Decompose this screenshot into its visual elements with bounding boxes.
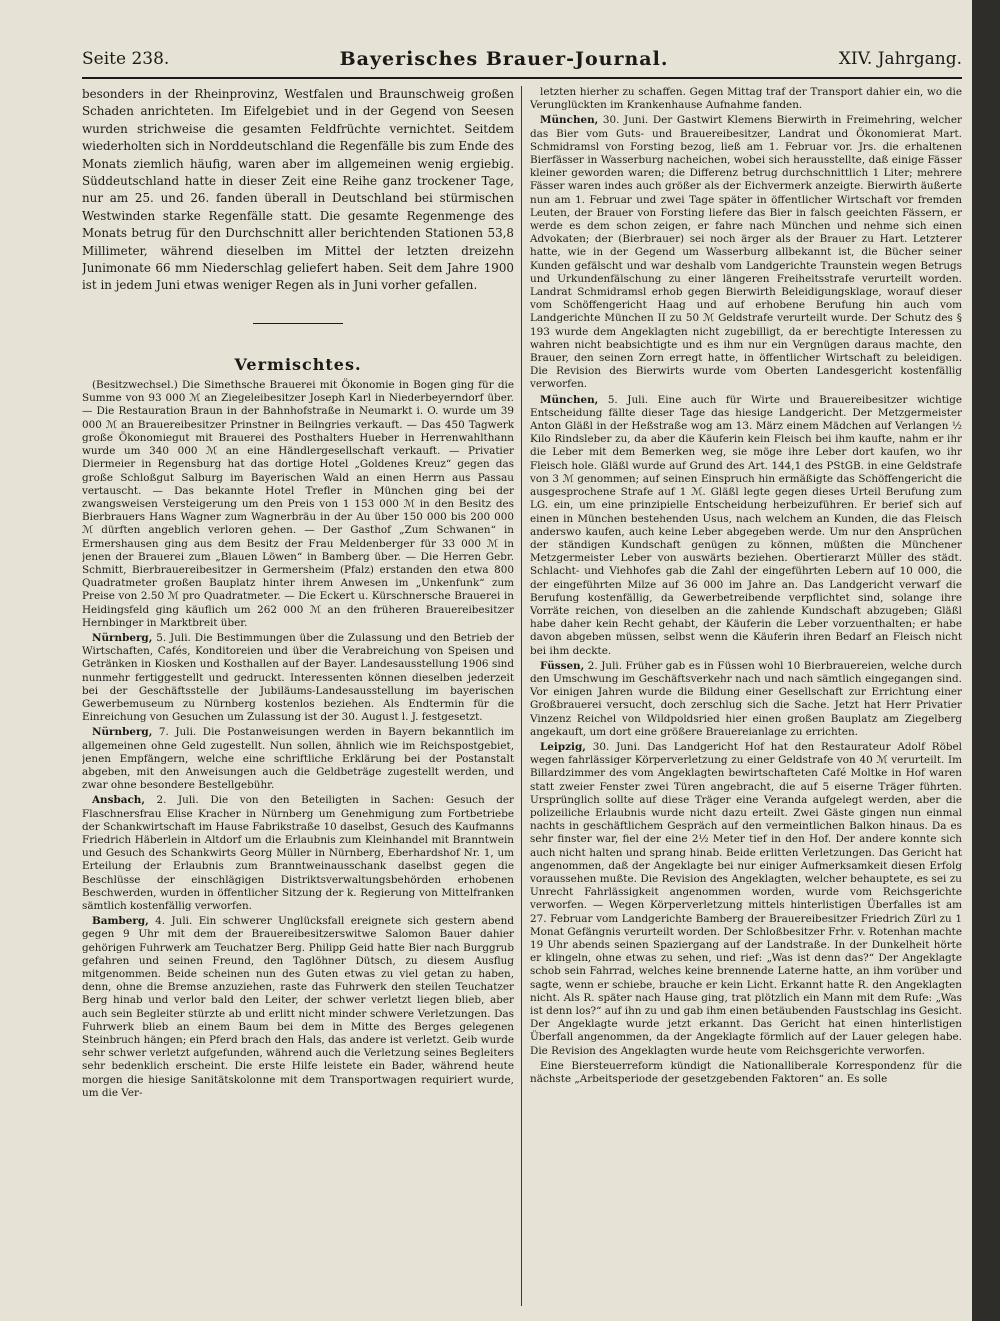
- article-place: Füssen,: [540, 659, 585, 672]
- article-bamberg-continued: letzten hierher zu schaffen. Gegen Mittag traf der Transport dahier ein, wo die Verunglückten im Krankenhause Aufnahme fanden.: [530, 86, 962, 112]
- article-text: 5. Juli. Die Bestimmungen über die Zulassung und den Betrieb der Wirtschaften, Cafés, Konditoreien und über die Verabreichung von Speisen und Getränken in Kiosken und Kosthallen auf der Bayer. Landesausstellung 1906 sind nunmehr fertiggestellt und gedruckt. Interessenten können dieselben jederzeit bei der Geschäftsstelle der Jubiläums-Landesausstellung im bayerischen Gewerbemuseum zu Nürnberg kostenlos beziehen. Als Endtermin für die Einreichung von Gesuchen um Zulassung ist der 30. August l. J. festgesetzt.: [82, 631, 514, 724]
- article-place: Ansbach,: [92, 794, 145, 807]
- section-title: Vermischtes.: [234, 354, 362, 374]
- article-text: 5. Juli. Eine auch für Wirte und Brauereibesitzer wichtige Entscheidung fällte dieser Tage das hiesige Landgericht. Der Metzgermeister Anton Gläßl in der Heßstraße wog am 13. März einem Mädchen auf Verlangen ½ Kilo Rindsleber zu, da aber die Käuferin kein Fleisch bei ihm kaufte, nahm er ihr die Leber mit dem Bemerken weg, sie möge ihre Leber dort kaufen, wo ihr Fleisch hole. Gläßl wurde auf Grund des Art. 144,1 des PStGB. in eine Geldstrafe von 3 ℳ genommen; auf seinen Einspruch hin ermäßigte das Schöffengericht die ausgesprochene Strafe auf 1 ℳ. Gläßl legte gegen dieses Urteil Berufung zum LG. ein, um eine prinzipielle Entscheidung herbeizuführen. Er berief sich auf einen in München bestehenden Usus, nach welchem an Kunden, die das Fleisch anderswo kaufen, auch keine Leber abgegeben werde. Um nur den Ansprüchen der ständigen Kundschaft genügen zu können, müßten die Münchener Metzgermeister Leber von auswärts beziehen. Obertierarzt Müller des städt. Schlacht- und Viehhofes gab die Zahl der eingeführten Lebern auf 10 000, die der eingeführten Milze auf 36 000 im Jahre an. Das Landgericht verwarf die Berufung kostenfällig, da Gewerbetreibende verpflichtet sind, solange ihre Vorräte reichen, von dieselben an die zahlende Kundschaft abzugeben; Gläßl habe daher kein Recht gehabt, der Käuferin die Leber vorzuenthalten; er habe davon abgeben müssen, selbst wenn die Käuferin ihren Bedarf an Fleisch nicht bei ihm deckte.: [530, 393, 962, 657]
- article-nuernberg-2: [82, 726, 514, 792]
- article-text: 4. Juli. Ein schwerer Unglücksfall ereignete sich gestern abend gegen 9 Uhr mit dem der Brauereibesitzerswitwe Salomon Bauer dahier gehörigen Fuhrwerk am Teuchatzer Berg. Philipp Geid hatte Bier nach Burggrub gefahren und seinen Freund, den Taglöhner Dütsch, zu diesem Ausflug mitgenommen. Beide scheinen nun des Guten etwas zu viel getan zu haben, denn, ohne die Bremse anzuziehen, raste das Fuhrwerk den steilen Teuchatzer Berg hinab und verlor bald den Leiter, der schwer verletzt liegen blieb, aber auch sein Begleiter stürzte ab und erlitt nicht minder schwere Verletzungen. Das Fuhrwerk blieb an einem Baum bei dem in Mitte des Berges gelegenen Steinbruch hängen; ein Pferd brach den Hals, das andere ist verletzt. Geib wurde sehr schwer verletzt aufgefunden, während auch die Verletzung seines Begleiters sehr bedenklich erscheint. Die erste Hilfe leistete ein Bader, während heute morgen die hiesige Sanitätskolonne mit dem Transportwagen requiriert wurde, um die Ver-: [82, 915, 514, 1099]
- column-divider: [521, 86, 522, 1306]
- weather-report-paragraph: besonders in der Rheinprovinz, Westfalen und Braunschweig großen Schaden anrichteten. Im Eifelgebiet und in der Gegend von Seesen wurden strichweise die gesamten Feldfrüchte vernichtet. Seitdem wiederholten sich in Norddeutschland die Regenfälle bis zum Ende des Monats ziemlich häufig, waren aber im allgemeinen wenig ergiebig. Süddeutschland hatte in dieser Zeit eine Reihe ganz trockener Tage, nur am 25. und 26. fanden überall in Deutschland bei stürmischen Westwinden starke Regenfälle statt. Die gesamte Regenmenge des Monats betrug für den Durchschnitt aller berichtenden Stationen 53,8 Millimeter, während dieselben im Mittel der letzten dreizehn Junimonate 66 mm Niederschlag geliefert haben. Seit dem Jahre 1900 ist in jedem Juni etwas weniger Regen als in Juni vorher gefallen.: [82, 87, 514, 293]
- page-edge: [972, 0, 1000, 1321]
- header-rule: [82, 77, 962, 79]
- article-leipzig: [530, 741, 962, 1058]
- article-text: 2. Juli. Früher gab es in Füssen wohl 10 Bierbrauereien, welche durch den Umschwung im Geschäftsverkehr nach und nach sämtlich eingegangen sind. Vor einigen Jahren wurde die Bildung einer Gesellschaft zur Errichtung einer Großbrauerei versucht, doch zerschlug sich die Sache. Jetzt hat Herr Privatier Vinzenz Reichel von Wildpoldsried hier einen großen Bauplatz am Ziegelberg angekauft, um dort eine größere Brauereianlage zu errichten.: [530, 659, 962, 738]
- article-place: Nürnberg,: [92, 631, 153, 644]
- article-ansbach: [82, 794, 514, 913]
- article-fuessen: [530, 660, 962, 739]
- article-muenchen-1: [530, 114, 962, 391]
- left-column: [82, 86, 514, 1308]
- article-nuernberg-1: [82, 632, 514, 724]
- page-number: Seite 238.: [82, 49, 170, 69]
- volume-label: XIV. Jahrgang.: [838, 49, 962, 69]
- article-beer-tax-reform: Eine Biersteuerreform kündigt die Nationalliberale Korrespondenz für die nächste „Arbeitsperiode der gesetzgebenden Faktoren“ an. Es solle: [530, 1059, 962, 1086]
- article-text: 7. Juli. Die Postanweisungen werden in Bayern bekanntlich im allgemeinen ohne Geld zugestellt. Nun sollen, ähnlich wie im Reichspostgebiet, jenen Empfängern, welche eine schriftliche Erklärung bei der Postanstalt abgeben, mit den Anweisungen auch die Geldbeträge zugestellt werden, und zwar ohne besondere Bestellgebühr.: [82, 726, 514, 792]
- article-text: 2. Juli. Die von den Beteiligten in Sachen: Gesuch der Flaschnersfrau Elise Kracher in Nürnberg um Genehmigung zum Fortbetriebe der Schankwirtschaft im Hause Fabrikstraße 10 daselbst, Gesuch des Kaufmanns Friedrich Häberlein in Altdorf um die Erlaubnis zum Kleinhandel mit Branntwein und Gesuch des Schankwirts Georg Müller in Nürnberg, Eberhardshof Nr. 1, um Erteilung der Erlaubnis zum Branntweinausschank daselbst gegen die Beschlüsse der einschlägigen Distriktsverwaltungsbehörden erhobenen Beschwerden, wurden in öffentlicher Sitzung der k. Regierung von Mittelfranken sämtlich kostenfällig verworfen.: [82, 794, 514, 912]
- article-muenchen-2: [530, 394, 962, 658]
- page-header: [82, 44, 962, 74]
- article-text: 30. Juni. Der Gastwirt Klemens Bierwirth in Freimehring, welcher das Bier vom Guts- und Brauereibesitzer, Landrat und Ökonomierat Mart. Schmidramsl von Forsting bezog, ließ am 1. Februar vor. Jrs. die erhaltenen Bierfässer in Wasserburg nacheichen, wobei sich herausstellte, daß einige Fässer kleiner geworden waren; die Differenz betrug durchschnittlich 1 Liter; mehrere Fässer waren indes auch größer als der Eichvermerk anzeigte. Bierwirth äußerte nun am 1. Februar und zwei Tage später in öffentlicher Wirtschaft vor fremden Leuten, der Brauer von Forsting liefere das Bier in falsch geeichten Fässern, er werde es dem schon zeigen, er fahre nach München und nehme sich einen Advokaten; der (Bierbrauer) sei noch ärger als der Brauer zu Hart. Letzterer hatte, wie in der Gegend um Wasserburg allbekannt ist, die Bücher seiner Kunden gefälscht und war deshalb vom Landgerichte Traunstein wegen Betrugs und Urkundenfälschung zu einer längeren Freiheitsstrafe verurteilt worden. Landrat Schmidramsl erhob gegen Bierwirth Beleidigungsklage, worauf dieser vom Schöffengericht Haag und auf erhobene Berufung hin auch vom Landgerichte München II zu 50 ℳ Geldstrafe verurteilt wurde. Der Schutz des § 193 wurde dem Angeklagten nicht zugebilligt, da er berechtigte Interessen zu wahren nicht beabsichtigte und es ihm nur ein Vergnügen daraus machte, den Brauer, den seinen Zorn erregt hatte, in öffentlicher Wirtschaft zu beleidigen. Die Revision des Bierwirts wurde vom Oberten Landesgericht kostenfällig verworfen.: [530, 114, 962, 391]
- article-place: München,: [540, 114, 599, 127]
- journal-title: Bayerisches Brauer-Journal.: [339, 48, 669, 70]
- article-place: Leipzig,: [540, 740, 586, 753]
- article-bamberg: [82, 915, 514, 1100]
- article-place: Bamberg,: [92, 915, 149, 928]
- article-place: München,: [540, 393, 599, 406]
- article-ownership-changes: (Besitzwechsel.) Die Simethsche Brauerei mit Ökonomie in Bogen ging für die Summe von 93 000 ℳ an Ziegeleibesitzer Joseph Karl in Niederbeyerndorf über. — Die Restauration Braun in der Bahnhofstraße in Neumarkt i. O. wurde um 39 000 ℳ an Brauereibesitzer Prinstner in Beilngries verkauft. — Das 450 Tagwerk große Ökonomiegut mit Brauerei des Posthalters Hueber in Herrenwahlthann wurde um 340 000 ℳ an eine Händlergesellschaft verkauft. — Privatier Diermeier in Regensburg hat das dortige Hotel „Goldenes Kreuz“ gegen das große Schloßgut Salburg im Bayerischen Wald an einen Herrn aus Passau vertauscht. — Das bekannte Hotel Trefler in München ging bei der zwangsweisen Versteigerung um den Preis von 1 153 000 ℳ in den Besitz des Bierbrauers Hans Wagner zum Wagnerbräu in der Au über 150 000 bis 200 000 ℳ dürften angeblich verloren gehen. — Der Gasthof „Zum Schwanen“ in Ermershausen ging aus dem Besitz der Frau Meldenberger für 33 000 ℳ in jenen der Brauerei zum „Blauen Löwen“ in Bamberg über. — Die Herren Gebr. Schmitt, Bierbrauereibesitzer in Germersheim (Pfalz) erstanden den etwa 800 Quadratmeter großen Bauplatz hinter ihrem Anwesen im „Unkenfunk“ zum Preise von 2.50 ℳ pro Quadratmeter. — Die Eckert u. Kürschnersche Brauerei in Heidingsfeld ging käuflich um 262 000 ℳ an den früheren Brauereibesitzer Hernbinger in Marktbreit über.: [82, 379, 514, 629]
- section-separator: [253, 323, 343, 324]
- article-place: Nürnberg,: [92, 726, 153, 739]
- right-column: [530, 86, 962, 1308]
- article-text: 30. Juni. Das Landgericht Hof hat den Restaurateur Adolf Röbel wegen fahrlässiger Körperverletzung zu einer Geldstrafe von 40 ℳ verurteilt. Im Billardzimmer des vom Angeklagten bewirtschafteten Café Moltke in Hof waren statt zweier Fenster zwei Türen angebracht, die auf 5 eiserne Träger führten. Ursprünglich sollte auf diese Träger eine Veranda aufgelegt werden, aber die polizeiliche Erlaubnis wurde nicht dazu erteilt. Zwei Gäste gingen nun einmal nachts in geschäftlichem Gespräch auf den vermeintlichen Balkon hinaus. Da es sehr finster war, fiel der eine 2½ Meter tief in den Hof. Der andere konnte sich auch nicht halten und sprang hinab. Beide erlitten Verletzungen. Das Gericht hat angenommen, daß der Angeklagte bei nur einiger Aufmerksamkeit diesen Erfolg voraussehen mußte. Die Revision des Angeklagten, welcher behauptete, es sei zu Unrecht Fahrlässigkeit angenommen worden, wurde vom Reichsgerichte verworfen. — Wegen Körperverletzung mittels hinterlistigen Überfalles ist am 27. Februar vom Landgerichte Bamberg der Brauereibesitzer Friedrich Zürl zu 1 Monat Gefängnis verurteilt worden. Der Schloßbesitzer Frhr. v. Rotenhan machte 19 Uhr abends seinen Spaziergang auf der Landstraße. In der Dunkelheit hörte er klingeln, ohne etwas zu sehen, und rief: „Was ist denn das?“ Der Angeklagte schob sein Fahrrad, welches keine brennende Laterne hatte, an ihm vorüber und sagte, wenn er schiebe, brauche er kein Licht. Erkannt hatte R. den Angeklagten nicht. Als R. später nach Hause ging, trat plötzlich ein Mann mit dem Rufe: „Was ist denn los?“ auf ihn zu und gab ihm einen betäubenden Faustschlag ins Gesicht. Der Angeklagte wurde jetzt erkannt. Das Gericht hat einen hinterlistigen Überfall angenommen, da der Angeklagte förmlich auf der Lauer gelegen habe. Die Revision des Angeklagten wurde heute vom Reichsgerichte verworfen.: [530, 740, 962, 1057]
